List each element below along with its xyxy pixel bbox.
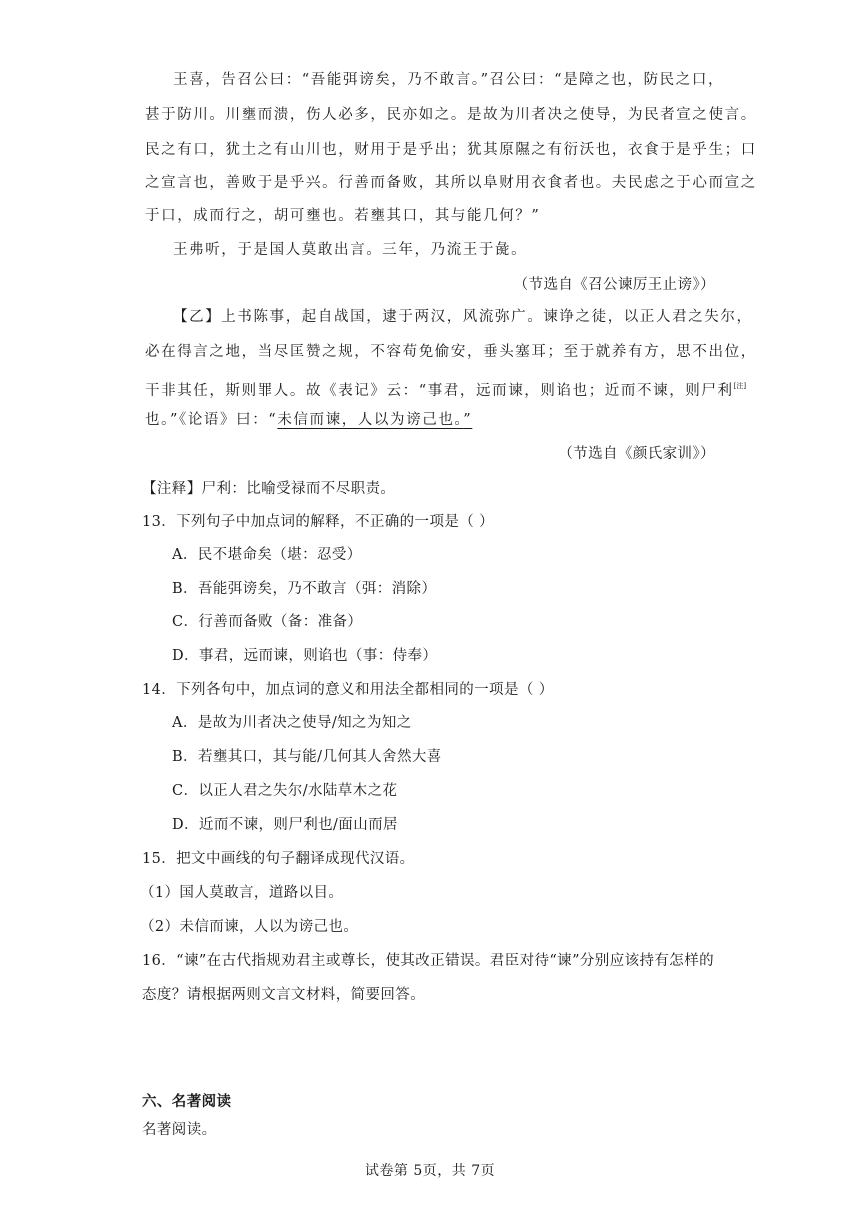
passage-a-line-2: 甚于防川。川壅而溃，伤人必多，民亦如之。是故为川者决之使导，为民者宣之使言。 — [145, 107, 757, 123]
passage-a-line-4: 之宣言也，善败于是乎兴。行善而备败，其所以阜财用衣食者也。夫民虑之于心而宣之 — [145, 175, 757, 191]
passage-b-line-3 — [145, 376, 746, 401]
underlined-sentence: 未信而谏，人以为谤己也。 — [277, 412, 464, 428]
question-13-option-b: B．吾能弭谤矣，乃不敢言（弭：消除） — [172, 581, 437, 597]
question-15-item-2: （2）未信而谏，人以为谤己也。 — [140, 919, 359, 935]
question-15-item-1: （1）国人莫敢言，道路以目。 — [140, 885, 344, 901]
passage-b-source: （节选自《颜氏家训》） — [558, 446, 715, 462]
page-footer: 试卷第 5页，共 7页 — [364, 1163, 496, 1179]
question-13-option-a: A．民不堪命矣（堪：忍受） — [172, 547, 362, 563]
passage-b-line-3-text: 干非其任，斯则罪人。故《表记》云：“事君，远而谏，则谄也；近而不谏，则尸利 — [145, 383, 734, 399]
section-6-body: 名著阅读。 — [142, 1122, 217, 1138]
passage-b-line-2: 必在得言之地，当尽匡赞之规，不容苟免偷安，垂头塞耳；至于就养有方，思不出位， — [145, 344, 757, 360]
passage-a-line-3: 民之有口，犹土之有山川也，财用于是乎出；犹其原隰之有衍沃也，衣食于是乎生；口 — [145, 142, 757, 158]
question-16-line-1: 16．“谏”在古代指规劝君主或尊长，使其改正错误。君臣对待“谏”分别应该持有怎样的 — [142, 953, 714, 969]
question-15-stem: 15．把文中画线的句子翻译成现代汉语。 — [142, 851, 415, 867]
passage-b-line-4-pre: 也。”《论语》曰：“ — [145, 412, 278, 428]
passage-b-line-4-post: ” — [463, 412, 473, 428]
passage-b-line-4 — [145, 410, 472, 430]
passage-b-line-1: 【乙】上书陈事，起自战国，逮于两汉，风流弥广。谏诤之徒，以正人君之失尔， — [173, 309, 753, 325]
section-6-heading: 六、名著阅读 — [142, 1093, 232, 1110]
annotation-note: 【注释】尸利：比喻受禄而不尽职责。 — [142, 481, 396, 497]
passage-a-source: （节选自《召公谏厉王止谤》） — [513, 277, 715, 293]
passage-a-line-6: 王弗听，于是国人莫敢出言。三年，乃流王于彘。 — [173, 242, 528, 258]
question-14-stem: 14．下列各句中，加点词的意义和用法全都相同的一项是（ ） — [142, 682, 554, 698]
question-13-option-d: D．事君，远而谏，则谄也（事：侍奉） — [172, 648, 438, 664]
footnote-marker: [注] — [733, 382, 747, 390]
passage-a-line-5: 于口，成而行之，胡可壅也。若壅其口，其与能几何？” — [145, 208, 541, 224]
question-14-option-a: A．是故为川者决之使导/知之为知之 — [172, 715, 412, 731]
question-13-stem: 13．下列句子中加点词的解释，不正确的一项是（ ） — [142, 514, 495, 530]
question-16-line-2: 态度？请根据两则文言文材料，简要回答。 — [142, 987, 426, 1003]
question-14-option-d: D．近而不谏，则尸利也/面山而居 — [172, 817, 398, 833]
passage-a-line-1: 王喜，告召公曰：“吾能弭谤矣，乃不敢言。”召公曰：“是障之也，防民之口， — [173, 72, 725, 88]
question-14-option-c: C．以正人君之失尔/水陆草木之花 — [172, 783, 398, 799]
question-14-option-b: B．若壅其口，其与能/几何其人舍然大喜 — [172, 749, 442, 765]
question-13-option-c: C．行善而备败（备：准备） — [172, 614, 363, 630]
